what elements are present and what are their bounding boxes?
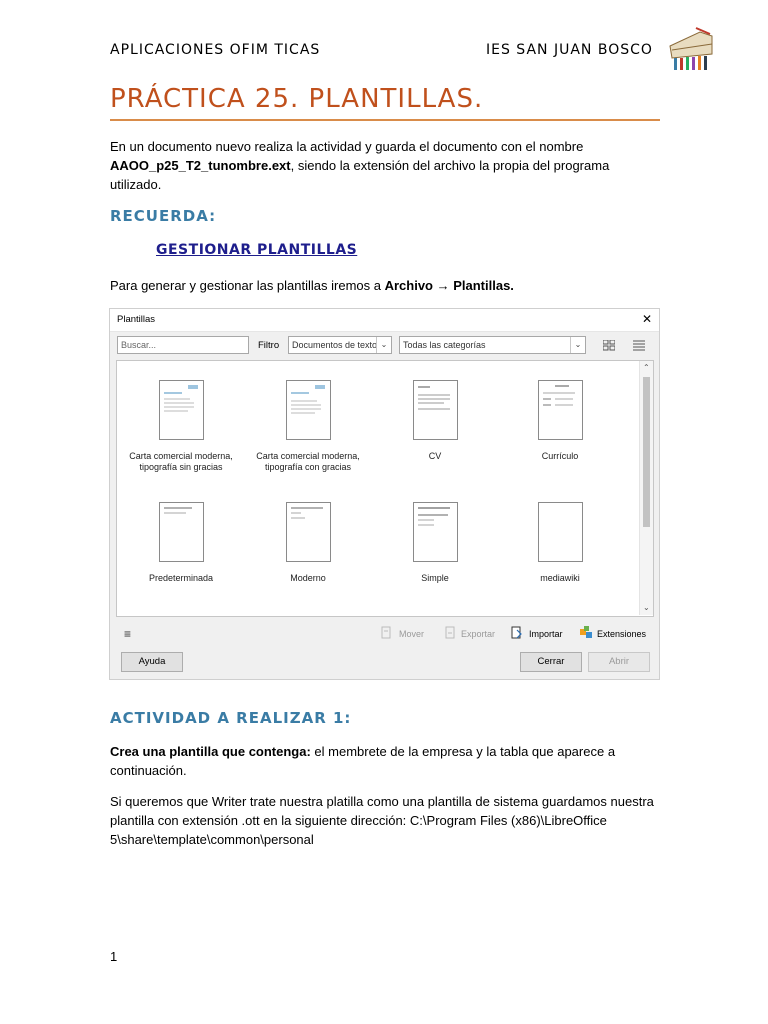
chevron-down-icon: ⌄: [570, 337, 585, 353]
si-line2: plantilla con extensión .ott en la siguiente dirección: C:\Program Files (x86)\LibreOffice: [110, 813, 607, 828]
intro-filename: AAOO_p25_T2_tunombre.ext: [110, 158, 291, 173]
header-right: IES SAN JUAN BOSCO: [486, 42, 653, 58]
export-button[interactable]: Exportar: [461, 629, 496, 639]
crea-line2: continuación.: [110, 763, 187, 778]
gestionar-plantillas-link[interactable]: GESTIONAR PLANTILLAS: [156, 242, 358, 258]
plantillas-dialog: [109, 308, 660, 680]
close-icon[interactable]: ✕: [642, 312, 653, 326]
move-icon: [381, 626, 392, 639]
crea-bold: Crea una plantilla que contenga:: [110, 744, 311, 759]
template-label: Predeterminada: [148, 573, 214, 583]
extensions-icon: [579, 625, 593, 639]
close-button[interactable]: Cerrar: [520, 652, 582, 672]
template-thumbnail[interactable]: [286, 380, 331, 440]
dialog-title: Plantillas: [117, 314, 156, 325]
template-thumbnail[interactable]: [413, 380, 458, 440]
para-bold: Archivo → Plantillas.: [384, 278, 514, 293]
search-input[interactable]: Buscar...: [117, 336, 249, 354]
filter-select[interactable]: [288, 336, 392, 354]
recuerda-heading: RECUERDA:: [110, 207, 217, 225]
thumbnail-view-icon[interactable]: [603, 340, 615, 351]
school-logo: [666, 24, 716, 74]
template-label: CV: [428, 451, 442, 461]
page-title: PRÁCTICA 25. PLANTILLAS.: [110, 84, 484, 114]
header-left: APLICACIONES OFIM TICAS: [110, 42, 321, 58]
page-number: 1: [110, 949, 118, 964]
intro-line2-rest: , siendo la extensión del archivo la propia del programa: [290, 158, 610, 173]
move-button[interactable]: Mover: [399, 629, 425, 639]
list-view-icon[interactable]: [633, 340, 645, 351]
template-label: Currículo: [541, 451, 579, 461]
crea-rest: el membrete de la empresa y la tabla que aparece a: [310, 744, 616, 759]
import-button[interactable]: Importar: [529, 629, 563, 639]
scroll-down-icon[interactable]: ⌄: [643, 603, 650, 612]
scroll-up-icon[interactable]: ⌃: [643, 363, 650, 372]
template-thumbnail[interactable]: [538, 502, 583, 562]
template-thumbnail[interactable]: [538, 380, 583, 440]
para-paragraph: [110, 276, 514, 295]
para-prefix: Para generar y gestionar las plantillas iremos a: [110, 278, 385, 293]
filter-value: Documentos de texto: [292, 340, 378, 350]
template-label: Carta comercial moderna, tipografía sin gracias: [129, 451, 233, 472]
crea-line1: [110, 742, 670, 761]
template-label: Simple: [421, 573, 449, 583]
intro-paragraph: [110, 137, 670, 194]
filter-label: Filtro: [258, 340, 280, 351]
export-icon: [445, 626, 456, 639]
scrollbar-thumb[interactable]: [643, 377, 650, 527]
template-thumbnail[interactable]: [159, 380, 204, 440]
template-thumbnail[interactable]: [159, 502, 204, 562]
intro-line1: En un documento nuevo realiza la actividad y guarda el documento con el nombre: [110, 139, 584, 154]
help-button[interactable]: Ayuda: [121, 652, 183, 672]
extensions-button[interactable]: Extensiones: [597, 629, 647, 639]
dialog-titlebar: [110, 309, 659, 332]
template-label: Moderno: [290, 573, 326, 583]
template-label: Carta comercial moderna, tipografía con gracias: [256, 451, 360, 472]
chevron-down-icon: ⌄: [376, 337, 391, 353]
templates-grid: [116, 360, 654, 617]
scrollbar[interactable]: [639, 361, 653, 615]
actividad-heading: ACTIVIDAD A REALIZAR 1:: [110, 709, 352, 727]
si-paragraph: [110, 792, 680, 849]
crea-paragraph: [110, 742, 670, 780]
intro-line3: utilizado.: [110, 177, 162, 192]
open-button[interactable]: Abrir: [588, 652, 650, 672]
si-line1: Si queremos que Writer trate nuestra platilla como una plantilla de sistema guardamos nuestra: [110, 794, 654, 809]
si-line3: 5\share\template\common\personal: [110, 832, 314, 847]
category-value: Todas las categorías: [403, 340, 486, 350]
template-label: mediawiki: [540, 573, 580, 583]
intro-line2: [110, 156, 670, 175]
template-thumbnail[interactable]: [286, 502, 331, 562]
template-thumbnail[interactable]: [413, 502, 458, 562]
menu-icon[interactable]: ≡: [124, 627, 132, 641]
category-select[interactable]: [399, 336, 586, 354]
import-icon: [511, 626, 523, 639]
title-rule: [110, 119, 660, 121]
